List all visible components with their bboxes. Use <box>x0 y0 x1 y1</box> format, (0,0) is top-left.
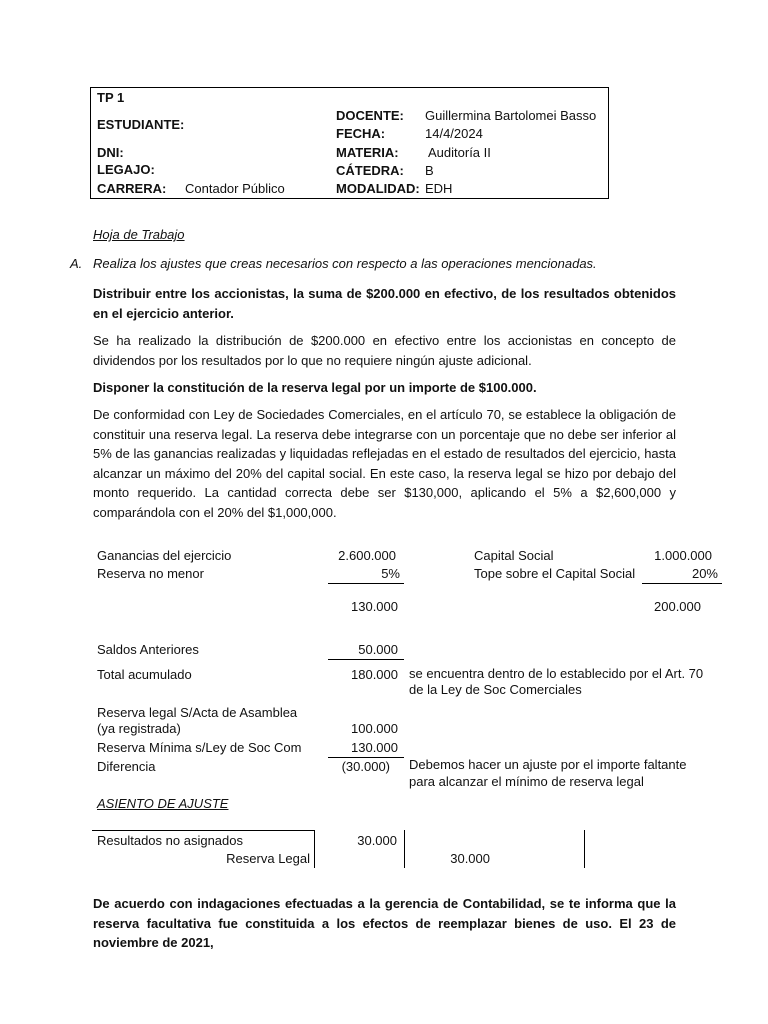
ganancias-label: Ganancias del ejercicio <box>97 548 232 563</box>
asiento-top-line <box>92 830 314 831</box>
asiento-title: ASIENTO DE AJUSTE <box>97 796 229 811</box>
reserva-acta-label-2: (ya registrada) <box>97 721 181 736</box>
hoja-title: Hoja de Trabajo <box>93 227 185 242</box>
diferencia-note-line-1: Debemos hacer un ajuste por el importe faltante <box>409 757 687 772</box>
underline-tope <box>642 583 722 584</box>
item-a-marker: A. <box>70 256 83 271</box>
reserva-no-menor-value: 5% <box>381 566 400 581</box>
ganancias-value: 2.600.000 <box>338 548 396 563</box>
legajo-label: LEGAJO: <box>97 162 155 177</box>
result-left-value: 130.000 <box>351 599 398 614</box>
carrera-value: Contador Público <box>185 181 285 196</box>
total-value: 180.000 <box>351 667 398 682</box>
materia-label: MATERIA: <box>336 145 399 160</box>
reserva-acta-label-1: Reserva legal S/Acta de Asamblea <box>97 705 298 720</box>
capital-social-label: Capital Social <box>474 548 554 563</box>
total-note-line-2: de la Ley de Soc Comerciales <box>409 682 582 697</box>
fecha-value: 14/4/2024 <box>425 126 483 141</box>
asiento-divider-3 <box>584 830 585 868</box>
diferencia-note-line-2: para alcanzar el mínimo de reserva legal <box>409 774 644 789</box>
asiento-divider-2 <box>404 830 405 868</box>
saldos-value: 50.000 <box>358 642 398 657</box>
saldos-label: Saldos Anteriores <box>97 642 199 657</box>
diferencia-value: (30.000) <box>341 759 390 774</box>
result-right-value: 200.000 <box>654 599 701 614</box>
capital-social-value: 1.000.000 <box>654 548 712 563</box>
catedra-value: B <box>425 163 434 178</box>
estudiante-label: ESTUDIANTE: <box>97 117 185 132</box>
total-note-line-1: se encuentra dentro de lo establecido por el Art. 70 <box>409 666 704 681</box>
dni-label: DNI: <box>97 145 124 160</box>
underline-saldos <box>328 659 404 660</box>
total-label: Total acumulado <box>97 667 192 682</box>
reserva-minima-label: Reserva Mínima s/Ley de Soc Com <box>97 740 302 755</box>
asiento-divider-1 <box>314 830 315 868</box>
reserva-acta-value: 100.000 <box>351 721 398 736</box>
paragraph-reserva-legal: De conformidad con Ley de Sociedades Comerciales, en el artículo 70, se establece la obligación de constituir una reserva legal. La reserva debe integrarse con un porcentaje que no debe ser inferior al 5% de las ganancias realizadas y liquidadas reflejadas en el estado de resultados del ejercicio, hasta alcanzar un máximo del 20% del capital social. En este caso, la reserva legal se hizo por debajo del monto requerido. La cantidad correcta debe ser $130,000, aplicando el 5% a $2,600,000 y comparándola con el 20% del $1,000,000. <box>93 407 676 520</box>
docente-value: Guillermina Bartolomei Basso <box>425 108 597 123</box>
heading-distribuir: Distribuir entre los accionistas, la suma de $200.000 en efectivo, de los resultados obtenidos en el ejercicio anterior. <box>93 286 676 321</box>
reserva-no-menor-label: Reserva no menor <box>97 566 204 581</box>
asiento-debit-value: 30.000 <box>357 833 397 848</box>
heading-reserva-legal: Disponer la constitución de la reserva legal por un importe de $100.000. <box>93 380 537 395</box>
underline-reserva-minima <box>328 757 404 758</box>
modalidad-label: MODALIDAD: <box>336 181 420 196</box>
reserva-minima-value: 130.000 <box>351 740 398 755</box>
tope-label: Tope sobre el Capital Social <box>474 566 636 581</box>
asiento-credit-value: 30.000 <box>450 851 490 866</box>
paragraph-distribucion: Se ha realizado la distribución de $200.000 en efectivo entre los accionistas en concepto de dividendos por los resultados por lo que no requiere ningún ajuste adicional. <box>93 333 676 368</box>
carrera-label: CARRERA: <box>97 181 167 196</box>
diferencia-label: Diferencia <box>97 759 156 774</box>
asiento-debit-account: Resultados no asignados <box>97 833 243 848</box>
item-a-text: Realiza los ajustes que creas necesarios con respecto a las operaciones mencionadas. <box>93 256 597 271</box>
materia-value: Auditoría II <box>428 145 491 160</box>
fecha-label: FECHA: <box>336 126 386 141</box>
paragraph-reserva-facultativa: De acuerdo con indagaciones efectuadas a la gerencia de Contabilidad, se te informa que la reserva facultativa fue constituida a los efectos de reemplazar bienes de uso. El 23 de noviembre de 2021, <box>93 896 676 951</box>
underline-reserva <box>328 583 404 584</box>
tp-title: TP 1 <box>97 90 125 105</box>
asiento-credit-account: Reserva Legal <box>226 851 310 866</box>
docente-label: DOCENTE: <box>336 108 404 123</box>
modalidad-value: EDH <box>425 181 453 196</box>
catedra-label: CÁTEDRA: <box>336 163 404 178</box>
tope-value: 20% <box>691 566 718 581</box>
